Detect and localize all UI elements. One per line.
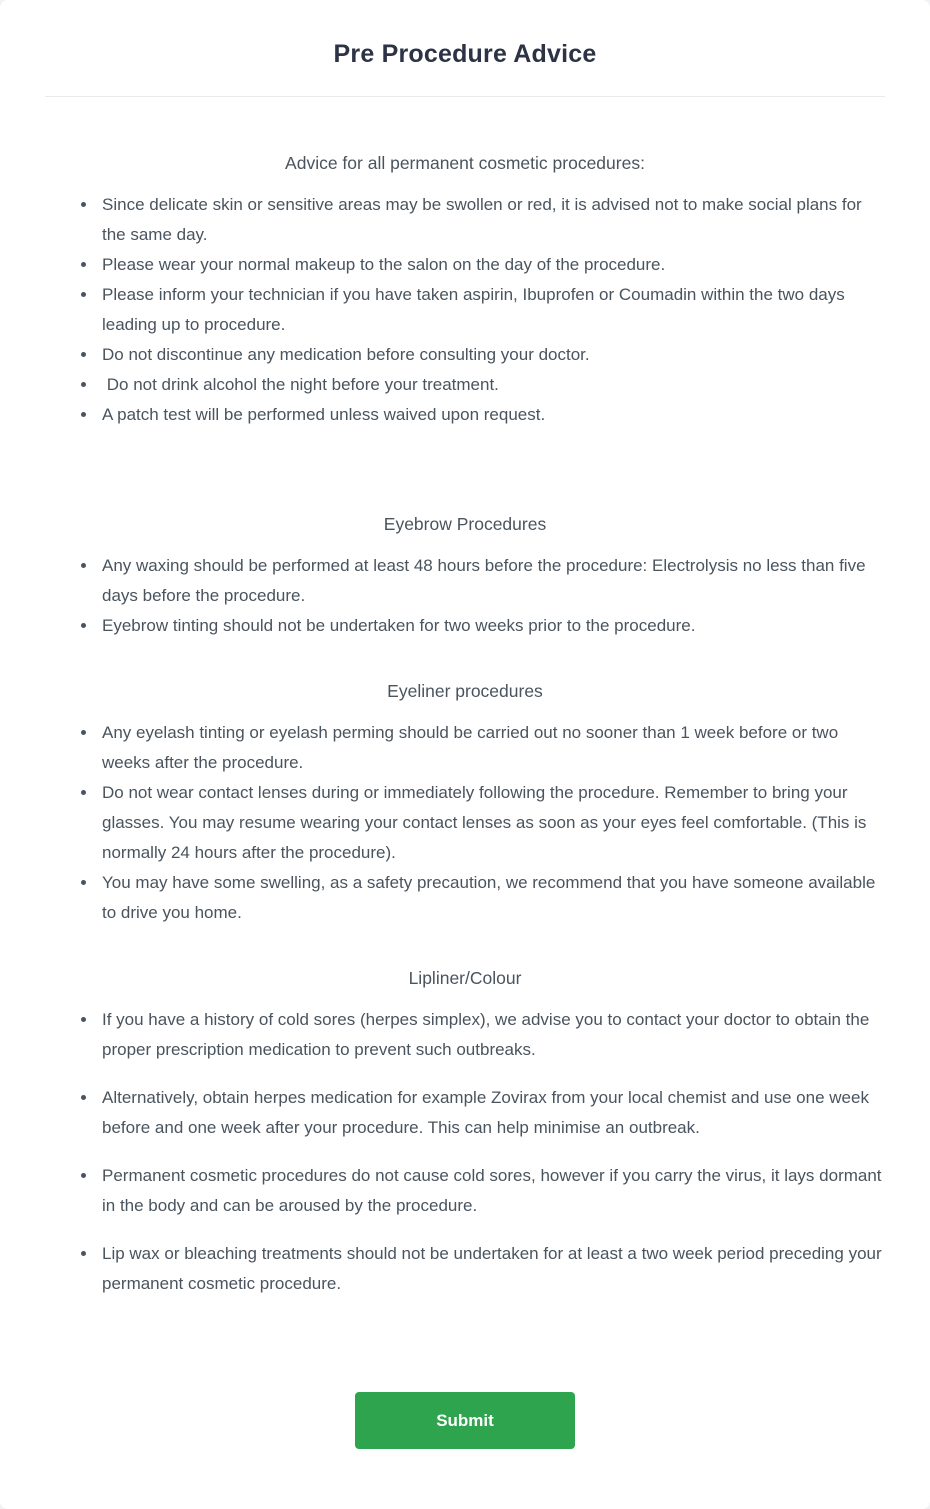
header-divider: [45, 96, 885, 97]
list-item: • Lip wax or bleaching treatments should not be undertaken for at least a two week period preceding your permanent cosmetic procedure.: [98, 1239, 882, 1299]
submit-button[interactable]: Submit: [355, 1392, 575, 1449]
form-title: Pre Procedure Advice: [333, 40, 597, 68]
list-item: • Any waxing should be performed at least 48 hours before the procedure: Electrolysis no less than five days before the procedure.: [98, 551, 882, 611]
bullet-list-lipliner: [48, 1005, 887, 1299]
list-item: • Please wear your normal makeup to the salon on the day of the procedure.: [98, 250, 882, 280]
list-item: • Eyebrow tinting should not be undertaken for two weeks prior to the procedure.: [98, 611, 882, 641]
list-item: • Any eyelash tinting or eyelash perming should be carried out no sooner than 1 week before or two weeks after the procedure.: [98, 718, 882, 778]
list-item: • Since delicate skin or sensitive areas may be swollen or red, it is advised not to make social plans for the same day.: [98, 190, 882, 250]
list-item: • Alternatively, obtain herpes medication for example Zovirax from your local chemist and use one week before and one week after your procedure. This can help minimise an outbreak.: [98, 1083, 882, 1143]
bullet-list-eyeliner: [48, 718, 882, 928]
list-item: • Permanent cosmetic procedures do not cause cold sores, however if you carry the virus, it lays dormant in the body and can be aroused by the procedure.: [98, 1161, 882, 1221]
list-item: • You may have some swelling, as a safety precaution, we recommend that you have someone available to drive you home.: [98, 868, 882, 928]
section-heading-general-advice: Advice for all permanent cosmetic procedures:: [285, 153, 645, 173]
list-item: • If you have a history of cold sores (herpes simplex), we advise you to contact your doctor to obtain the proper prescription medication to prevent such outbreaks.: [98, 1005, 882, 1065]
list-item: • A patch test will be performed unless waived upon request.: [98, 400, 882, 430]
list-item: • Do not drink alcohol the night before your treatment.: [98, 370, 882, 400]
form-content: [0, 153, 930, 1299]
section-heading-eyeliner: Eyeliner procedures: [387, 681, 543, 701]
list-item: • Please inform your technician if you have taken aspirin, Ibuprofen or Coumadin within the two days leading up to procedure.: [98, 280, 882, 340]
section-heading-eyebrow: Eyebrow Procedures: [383, 514, 547, 534]
list-item: • Do not wear contact lenses during or immediately following the procedure. Remember to bring your glasses. You may resume wearing your contact lenses as soon as your eyes feel comfortable. (This is normally 24 hours after the procedure).: [98, 778, 882, 868]
section-heading-lipliner: Lipliner/Colour: [408, 968, 522, 988]
submit-row: [0, 1392, 930, 1449]
bullet-list-general-advice: [48, 190, 882, 430]
bullet-list-eyebrow: [48, 551, 882, 641]
list-item: • Do not discontinue any medication before consulting your doctor.: [98, 340, 882, 370]
